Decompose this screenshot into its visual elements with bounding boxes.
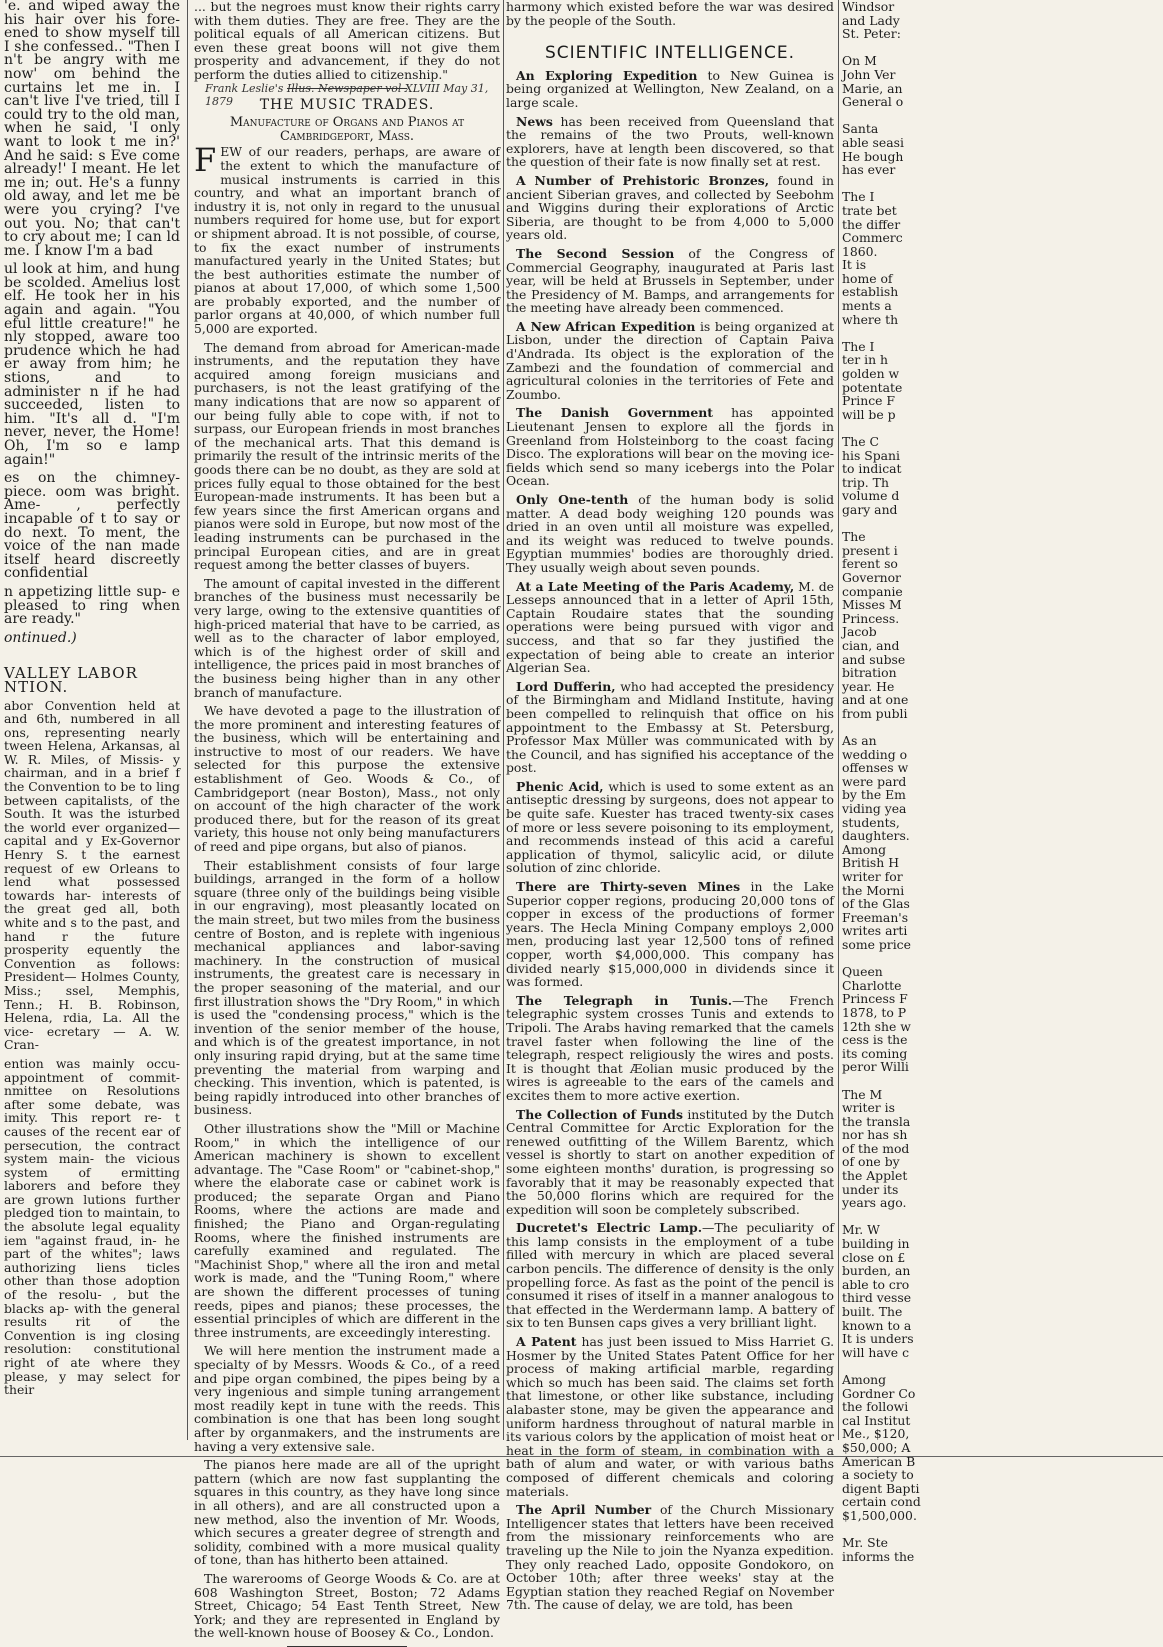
- music-trades-subtitle: Manufacture of Organs and Pianos at Cambridgeport, Mass.: [229, 115, 465, 144]
- science-item: [506, 406, 834, 488]
- column-4-line: Commerc: [842, 230, 903, 246]
- column-rule: [503, 0, 504, 1440]
- science-item-text: found in ancient Siberian graves, and collected by Seebohm and Wiggins during their explorations of Arctic Siberia, are thought to be from 4,000 to 5,000 years old.: [506, 172, 834, 243]
- science-item-lead: Ducretet's Electric Lamp.: [516, 1220, 703, 1236]
- column-4-line: wedding o: [842, 746, 908, 762]
- column-4-line: has ever: [842, 162, 896, 178]
- science-item: [506, 247, 834, 315]
- column-4-line: digent Bapti: [842, 1480, 920, 1496]
- music-paragraph: Other illustrations show the "Mill or Machine Room," in which the intelligence of our American machinery is shown to excellent advantage. The "Case Room" or "cabinet-shop," where the elaborate case or cabinet work is produced; the separate Organ and Piano Rooms, where the actions are made and finished; the Piano and Organ-regulating Rooms, where the finished instruments are carefully examined and regulated. The "Machinist Shop," where all the iron and metal work is made, and the "Tuning Room," where are shown the different processes of tuning reeds, pipes and pianos; these processes, the essential principles of which are different in the three instruments, are exceedingly interesting.: [194, 1120, 500, 1340]
- science-item-lead: The Collection of Funds: [516, 1106, 683, 1122]
- science-item: [506, 1108, 834, 1217]
- music-paragraph: The demand from abroad for American-made instruments, and the reputation they have acquired among foreign musicians and purchasers, is not the least gratifying of the many indications that are now so apparent of our being fully able to cope with, if not to surpass, our European friends in most branches of the mechanical arts. That this demand is primarily the result of the intrinsic merits of the goods there can be no doubt, as they are sold at prices fully equal to those obtained for the best European-made instruments. It has been but a few years since the first American organs and pianos were sold in Europe, but now most of the leading instruments can be purchased in the principal European cities, and are in great request among the better classes of buyers.: [194, 339, 500, 573]
- column-4-line: American B: [842, 1453, 916, 1469]
- column-4-line: burden, an: [842, 1263, 911, 1279]
- column-4-line: [842, 1074, 902, 1088]
- column-4-line: gary and: [842, 501, 898, 517]
- science-item-text: in the Lake Superior copper regions, producing 20,000 tons of copper in excess of the productions of former years. The Hecla Mining Company employs 2,000 men, producing last year 12,500 tons of refined copper, worth $4,000,000. This company has divided nearly $15,000,000 in dividends since it was formed.: [506, 879, 834, 990]
- handwritten-annotation: Frank Leslie's Illus. Newspaper vol XLVIII May 31, 1879: [205, 82, 489, 108]
- column-4-line: his Spani: [842, 447, 900, 463]
- column-4-line: The I: [842, 189, 875, 205]
- science-item-lead: A New African Expedition: [516, 318, 696, 334]
- column-4-line: 12th she w: [842, 1018, 911, 1034]
- column-4-line: Governor: [842, 569, 901, 585]
- column-4-line: Freeman's: [842, 909, 909, 925]
- column-4-line: cian, and: [842, 637, 900, 653]
- story-paragraph: ul look at him, and hung be scolded. Amelius lost elf. He took her in his again and again. "You eful little creature!" he nly stopped, aware too prudence which he had er away from him; he stions, and to administer n if he had succeeded, listen to him. "It's all d. "I'm never, never, the Home! Oh, I'm so e lamp again!": [4, 261, 180, 468]
- story-paragraph: 'e. and wiped away the his hair over his fore- ened to show myself till I she confessed.. "Then I n't be angry with me now' om behind the curtains let me in. I can't live I've tried, till I could try to the old man, when he said, 'I only want to look t me in?' And he said: s Eve come already!' I meant. He let me in; out. He's a funny old away, and let me be were you crying? I've out you. No; that can't to cry about me; I can ld me. I know I'm a bad: [4, 0, 180, 259]
- column-4-line: able to cro: [842, 1276, 910, 1292]
- column-4-line: [842, 952, 902, 966]
- column-4-line: informs the: [842, 1548, 915, 1564]
- column-4-line: General o: [842, 94, 904, 110]
- column-rule: [838, 0, 839, 1440]
- science-item: [506, 580, 834, 675]
- column-4-line: year. He: [842, 678, 895, 694]
- column-4-line: Marie, an: [842, 80, 903, 96]
- science-item-text: which is used to some extent as an antiseptic dressing by surgeons, does not appear to be quite safe. Kuester has traced twenty-six cases of more or less severe poisoning to its employment, and recommends instead of this acid a careful application of thymol, salicylic acid, or dilute solution of zinc chloride.: [506, 778, 834, 876]
- column-4-line: [842, 177, 902, 191]
- column-4-line: Mr. W: [842, 1222, 880, 1238]
- column-4-line: Me., $120,: [842, 1426, 910, 1442]
- science-item-lead: A Number of Prehistoric Bronzes,: [516, 172, 770, 188]
- column-4-line: trate bet: [842, 202, 897, 218]
- column-4-line: home of: [842, 270, 893, 286]
- column-4-line: companie: [842, 583, 903, 599]
- column-4-line: Charlotte: [842, 977, 902, 993]
- science-item: [506, 880, 834, 989]
- continued-note: ontinued.): [4, 629, 77, 646]
- column-4-line: the followi: [842, 1399, 909, 1415]
- intro-paragraph: ... but the negroes must know their rights carry with them duties. They are free. They are the political equals of all American citizens. But even these great boons will not give them prosperity and advancement, if they do not perform the duties allied to citizenship.": [194, 0, 500, 82]
- science-item-lead: News: [516, 113, 553, 129]
- science-item-lead: Lord Dufferin,: [516, 678, 616, 694]
- science-item-text: of the Church Missionary Intelligencer states that letters have been received from the missionary reinforcements who are traveling up the Nile to join the Nyanza expedition. They only reached Lado, opposite Gondokoro, on October 10th; after three weeks' stay at the Egyptian station they reached Regiaf on November 7th. The cause of delay, we are told, has been: [506, 1502, 834, 1613]
- column-4-line: St. Peter:: [842, 26, 901, 42]
- story-paragraph: n appetizing little sup- e pleased to ring when are ready.": [4, 583, 180, 628]
- story-paragraph: es on the chimney-piece. oom was bright. Ame- , perfectly incapable of t to say or do next. To ment, the voice of the nan made itself heard discreetly confidential: [4, 470, 180, 582]
- column-4-line: John Ver: [842, 66, 896, 82]
- music-paragraph: We will here mention the instrument made a specialty of by Messrs. Woods & Co., of a reed and pipe organ combined, the pipes being by a very ingenious and simple tuning arrangement most readily kept in tune with the reeds. This combination is one that has been long sought after by organmakers, and the instruments are having a very extensive sale.: [194, 1343, 500, 1454]
- column-4-line: Queen: [842, 964, 883, 980]
- science-item-lead: An Exploring Expedition: [516, 67, 698, 83]
- column-4-line: [842, 421, 902, 435]
- music-paragraph: The amount of capital invested in the different branches of the business must necessarily be very large, owing to the extensive quantities of high-priced material that have to be carried, as well as to the character of labor employed, which is of the highest order of skill and intelligence, the prices paid in most branches of the business being higher than in any other branch of manufacture.: [194, 575, 500, 700]
- science-item: [506, 1503, 834, 1612]
- column-4-line: writer is: [842, 1100, 895, 1116]
- column-4-line: It is unders: [842, 1331, 914, 1347]
- column-4-line: Santa: [842, 121, 879, 137]
- column-4-line: $50,000; A: [842, 1439, 911, 1455]
- science-item: [506, 1335, 834, 1498]
- column-4-line: nor has sh: [842, 1127, 908, 1143]
- column-4-line: The I: [842, 338, 875, 354]
- science-item-text: M. de Lesseps announced that in a letter of April 15th, Captain Roudaire states that the sounding operations were being pursued with vigor and success, and that so far they justified the expectation of being able to create an interior Algerian Sea.: [506, 578, 834, 676]
- science-item-text: has just been issued to Miss Harriet G. Hosmer by the United States Patent Office for her process of making artificial marble, regarding which so much has been said. The claims set forth that limestone, or other like substance, including alabaster stone, may be given the appearance and uniform hardness throughout of natural marble in its various colors by the application of moist heat or heat in the form of steam, in combination with a bath of alum and water, or with various baths composed of different chemicals and coloring materials.: [506, 1334, 835, 1499]
- column-4-line: Princess.: [842, 610, 900, 626]
- science-item-text: instituted by the Dutch Central Committee for Arctic Exploration for the renewed outfitting of the Willem Barentz, which vessel is shortly to start on another expedition of some eighteen months' duration, is progressing so favorably that it may be reasonably expected that the 50,000 florins which are required for the expedition will soon be completely subscribed.: [506, 1106, 834, 1217]
- science-item-lead: A Patent: [516, 1334, 577, 1350]
- science-item: [506, 174, 834, 242]
- column-4-line: Windsor: [842, 0, 895, 14]
- science-item: [506, 320, 834, 402]
- science-item-lead: The April Number: [516, 1502, 652, 1518]
- column-4-line: cal Institut: [842, 1412, 911, 1428]
- science-item: [506, 780, 834, 875]
- music-paragraph: The pianos here made are all of the upright pattern (which are now fast supplanting the squares in this country, as they have long since in all others), and are all constructed upon a new method, also the invention of Mr. Woods, which secures a greater degree of strength and solidity, combined with a more musical quality of tone, than has hitherto been attained.: [194, 1457, 500, 1568]
- science-item-text: —The peculiarity of this lamp consists in the employment of a tube filled with mercury in which are placed several carbon pencils. The difference of density is the only propelling force. As fast as the point of the pencil is consumed it rises of itself in a manner analogous to that effected in the Werdermann lamp. A battery of six to ten Bunsen caps gives a very brilliant light.: [506, 1220, 834, 1331]
- science-item-text: has been received from Queensland that the remains of the two Prouts, well-known explorers, have at length been discovered, so that the question of their fate is now finally set at rest.: [506, 113, 834, 170]
- column-4-line: will be p: [842, 406, 896, 422]
- column-4-line: its coming: [842, 1045, 908, 1061]
- column-4-line: from publi: [842, 705, 908, 721]
- column-4-line: ter in h: [842, 352, 889, 368]
- column-4-line: [842, 109, 902, 123]
- science-item-lead: There are Thirty-seven Mines: [516, 879, 741, 895]
- column-4-line: $1,500,000.: [842, 1507, 917, 1523]
- column-4-line: establish: [842, 284, 899, 300]
- column-4-line: a society to: [842, 1467, 914, 1483]
- column-4-line: [842, 517, 902, 531]
- science-item: [506, 69, 834, 110]
- column-4-line: Prince F: [842, 393, 896, 409]
- column-4-line: The C: [842, 434, 879, 449]
- science-item-text: of the human body is solid matter. A dead body weighing 120 pounds was dried in an oven until all moisture was expelled, and its weight was reduced to twelve pounds. Egyptian mummies' bodies are thoroughly dried. They usually weigh about seven pounds.: [506, 492, 834, 575]
- column-4-line: built. The: [842, 1304, 903, 1319]
- labor-paragraph: ention was mainly occu- appointment of commit- nmittee on Resolutions after some debate, was imity. This report re- t causes of the recent ear of persecution, the contract system main- the vicious system of ermitting laborers and before they are grown lutions further pledged tion to maintain, to the absolute legal equality iem "against fraud, in- he part of the whites"; laws authorizing liens ticles other than those adoption of the resolu- , but the blacks ap- with the general results rit of the Convention is ing closing resolution: constitutional right of ate where they please, y may select for their: [4, 1055, 180, 1398]
- column-4-line: building in: [842, 1236, 910, 1252]
- column-4-line: of one by: [842, 1154, 900, 1170]
- column-4-line: students,: [842, 814, 900, 830]
- column-4-line: the Morni: [842, 882, 905, 898]
- column-4-line: ments a: [842, 298, 892, 314]
- column-4-line: Mr. Ste: [842, 1535, 888, 1551]
- column-4-line: writer for: [842, 869, 903, 884]
- column-4-line: where th: [842, 311, 899, 327]
- column-4-line: daughters.: [842, 828, 910, 844]
- column-4-line: the transla: [842, 1113, 911, 1129]
- column-4-line: [842, 720, 902, 734]
- science-item-text: of the Congress of Commercial Geography, inaugurated at Paris last year, will be held at Brussels in September, under the Presidency of M. Bamps, and arrangements for the meeting have already been commenced.: [506, 245, 834, 316]
- page-bottom-line: [0, 1456, 1163, 1457]
- column-4-line: bitration: [842, 665, 897, 681]
- column-4-line: some price: [842, 936, 911, 952]
- column-4-line: volume d: [842, 488, 900, 504]
- column-4-line: able seasi: [842, 134, 904, 150]
- column-4-line: [842, 1523, 902, 1537]
- column-4-line: by the Em: [842, 787, 906, 803]
- science-item: [506, 493, 834, 575]
- column-4-line: present i: [842, 542, 898, 558]
- science-item: [506, 994, 834, 1103]
- column-4-line: golden w: [842, 366, 900, 382]
- column-4-line: and at one: [842, 692, 909, 708]
- column-4-line: of the mod: [842, 1140, 910, 1156]
- column-4-line: 1860.: [842, 243, 878, 259]
- intro-paragraph: harmony which existed before the war was desired by the people of the South.: [506, 0, 834, 28]
- column-4-line: under its: [842, 1181, 899, 1197]
- column-4-line: It is: [842, 257, 867, 273]
- science-item-lead: The Danish Government: [516, 405, 713, 421]
- music-trades-title: THE MUSIC TRADES.: [259, 96, 435, 113]
- column-4: [842, 0, 921, 1564]
- music-paragraph-text: EW of our readers, perhaps, are aware of the extent to which the manufacture of musical instruments is carried in this country, and what an important branch of industry it is, not only in regard to the unusual numbers required for home use, but for export or shipment abroad. It is not possible, of course, to fix the exact number of instruments manufactured yearly in the United States; but the best authorities estimate the number of pianos at about 17,000, of which some 1,500 are probably exported, and the number of parlor organs at 40,000, of which number full 5,000 are exported.: [194, 144, 500, 337]
- column-4-line: Gordner Co: [842, 1385, 916, 1401]
- column-4-line: years ago.: [842, 1195, 907, 1211]
- column-4-line: cess is the: [842, 1032, 908, 1048]
- science-item-text: is being organized at Lisbon, under the direction of Captain Paiva d'Andrada. Its object is the exploration of the Zambezi and the foundation of commercial and agricultural colonies in the territories of Fete and Zoumbo.: [506, 318, 834, 402]
- science-item-text: has appointed Lieutenant Jensen to explore all the fjords in Greenland from Holsteinborg to the coast facing Disco. The explorations will bear on the moving ice-fields which send so many icebergs into the Polar Ocean.: [506, 405, 834, 489]
- column-4-line: certain cond: [842, 1494, 921, 1510]
- column-4-line: of the Glas: [842, 896, 910, 912]
- science-item: [506, 1221, 834, 1330]
- column-4-line: will have c: [842, 1344, 910, 1360]
- column-4-line: British H: [842, 855, 900, 871]
- column-4-line: writes arti: [842, 923, 908, 939]
- drop-cap: F: [194, 141, 217, 180]
- column-4-line: On M: [842, 53, 877, 69]
- column-4-line: to indicat: [842, 461, 902, 477]
- column-4-line: the differ: [842, 216, 901, 232]
- column-4-line: Princess F: [842, 991, 908, 1007]
- column-4-line: 1878, to P: [842, 1004, 907, 1020]
- column-rule: [187, 0, 188, 1440]
- science-item-text: —The French telegraphic system crosses Tunis and extends to Tripoli. The Arabs having remarked that the camels travel faster when following the line of the telegraph, respect religiously the wires and posts. It is thought that Æolian music produced by the wires is agreeable to the ears of the camels and excites them to more active exertion.: [506, 992, 834, 1103]
- column-4-line: third vesse: [842, 1290, 912, 1306]
- column-4-line: As an: [842, 733, 877, 749]
- science-item-lead: Phenic Acid,: [516, 778, 604, 794]
- science-item-text: who had accepted the presidency of the Birmingham and Midland Institute, having been compelled to relinquish that office on his appointment to the Embassy at St. Petersburg, Professor Max Müller was communicated with by the Council, and has signified his acceptance of the post.: [506, 678, 834, 776]
- column-4-line: close on £: [842, 1249, 906, 1265]
- music-paragraph: We have devoted a page to the illustration of the more prominent and interesting features of the business, which will be entertaining and instructive to most of our readers. We have selected for this purpose the extensive establishment of Geo. Woods & Co., of Cambridgeport (near Boston), Mass., not only on account of the high character of the work produced there, but for the reason of its great variety, this house not only being manufacturers of reed and pipe organs, but also of pianos.: [194, 703, 500, 855]
- column-4-line: were pard: [842, 773, 907, 789]
- column-2: [194, 0, 500, 1641]
- labor-heading: VALLEY LABOR NTION.: [4, 664, 138, 696]
- column-4-line: trip. Th: [842, 474, 889, 490]
- column-4-line: [842, 41, 902, 55]
- column-4-line: He bough: [842, 148, 904, 164]
- column-4-line: Jacob: [842, 624, 877, 640]
- column-4-line: and Lady: [842, 12, 900, 28]
- music-paragraph: Their establishment consists of four large buildings, arranged in the form of a hollow square (three only of the buildings being visible in our engraving), most pleasantly located on the main street, but two miles from the business centre of Boston, and is replete with ingenious mechanical appliances and labor-saving machinery. In the construction of musical instruments, the greatest care is necessary in the proper seasoning of the material, and our first illustration shows the "Dry Room," in which is used the "condensing process," which is the invention of the senior member of the house, and which is of the greatest importance, in not only insuring rapid drying, but at the same time preventing the material from warping and checking. This invention, which is patented, is being rapidly introduced into other branches of business.: [194, 857, 500, 1118]
- column-3: [506, 0, 835, 1613]
- column-4-line: offenses w: [842, 760, 909, 776]
- science-items: [506, 69, 834, 1612]
- science-item-text: to New Guinea is being organized at Wellington, New Zealand, on a large scale.: [506, 67, 834, 110]
- column-4-line: and subse: [842, 651, 906, 667]
- music-paragraph: [194, 141, 500, 337]
- science-item-lead: The Telegraph in Tunis.: [516, 992, 733, 1008]
- labor-paragraph: abor Convention held at and 6th, numbered in all ons, representing nearly tween Helena, Arkansas, al W. R. Miles, of Missis- y chairman, and in a brief f the Convention to be to ling between capitalists, of the South. It was the isturbed the world ever organized—capital and y Ex-Governor Henry S. t the earnest request of ew Orleans to lend what possessed towards har- interests of the great ged all, both white and s to the past, and hand r the future prosperity equently the Convention as follows: President— Holmes County, Miss.; ssel, Memphis, Tenn.; H. B. Robinson, Helena, rdia, La. All the vice- ecretary — A. W. Cran-: [4, 697, 180, 1053]
- column-4-line: The: [842, 529, 866, 545]
- column-4-line: Among: [842, 841, 887, 857]
- column-4-line: known to a: [842, 1317, 912, 1333]
- science-item: [506, 115, 834, 169]
- music-paragraph: The warerooms of George Woods & Co. are at 608 Washington Street, Boston; 72 Adams Street, Chicago; 54 East Tenth Street, New York; and they are represented in England by the well-known house of Boosey & Co., London.: [194, 1570, 500, 1641]
- science-item: [506, 680, 834, 775]
- science-item-lead: At a Late Meeting of the Paris Academy,: [516, 578, 795, 594]
- column-4-line: the Applet: [842, 1168, 908, 1184]
- column-4-line: Among: [842, 1371, 887, 1387]
- column-4-line: Misses M: [842, 597, 902, 613]
- column-4-line: potentate: [842, 379, 903, 395]
- column-4-line: [842, 326, 902, 340]
- column-4-line: ferent so: [842, 556, 898, 572]
- column-4-line: [842, 1210, 902, 1224]
- scientific-intelligence-title: SCIENTIFIC INTELLIGENCE.: [544, 43, 796, 64]
- column-4-line: [842, 1359, 902, 1373]
- column-4-line: peror Willi: [842, 1059, 909, 1075]
- column-4-line: viding yea: [842, 801, 907, 817]
- column-1: [4, 0, 180, 1450]
- column-4-line: The M: [842, 1086, 883, 1102]
- science-item-lead: Only One-tenth: [516, 492, 629, 507]
- science-item-lead: The Second Session: [516, 245, 675, 261]
